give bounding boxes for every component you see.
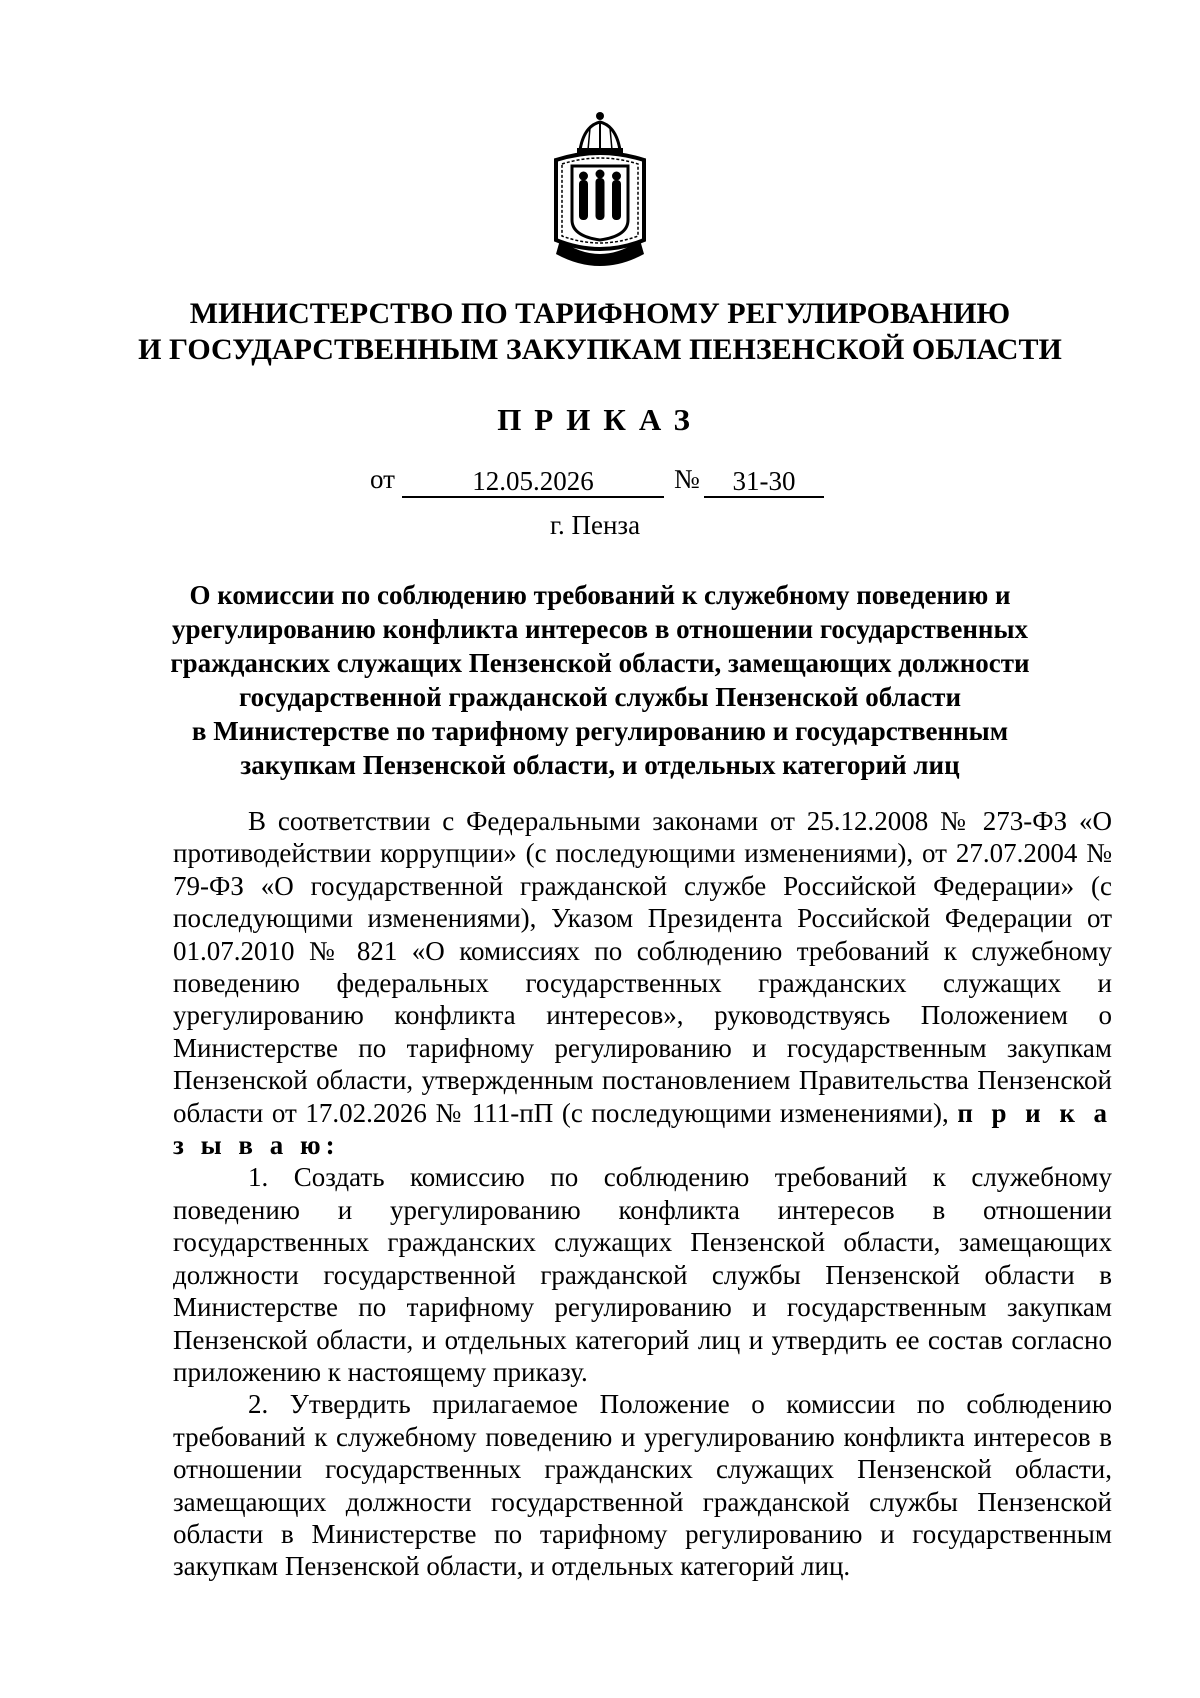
document-type-title: ПРИКАЗ <box>497 402 703 437</box>
subject-line5: в Министерстве по тарифному регулированию и государственным <box>191 716 1009 746</box>
order-number-row <box>0 462 1200 502</box>
preamble-text: В соответствии с Федеральными законами от 25.12.2008 № 273-ФЗ «О противодействии коррупции» (с последующими изменениями), от 27.07.2004 № 79-ФЗ «О государственной гражданской службе Российской Федерации» (с последующими изменениями), Указом Президента Российской Федерации от 01.07.2010 № 821 «О комиссиях по соблюдению требований к служебному поведению федеральных государственных гражданских служащих и урегулированию конфликта интересов», руководствуясь Положением о Министерстве по тарифному регулированию и государственным закупкам Пензенской области, утвержденным постановлением Правительства Пензенской области от 17.02.2026 № 111-пП (с последующими изменениями), <box>173 806 1112 1128</box>
subject-line6: закупкам Пензенской области, и отдельных категорий лиц <box>240 750 960 780</box>
subject-line3: гражданских служащих Пензенской области, замещающих должности <box>170 648 1030 678</box>
subject-line2: урегулированию конфликта интересов в отношении государственных <box>171 614 1029 644</box>
item-1-paragraph: 1. Создать комиссию по соблюдению требований к служебному поведению и урегулированию конфликта интересов в отношении государственных гражданских служащих Пензенской области, замещающих должности государственной гражданской службы Пензенской области в Министерстве по тарифному регулированию и государственным закупкам Пензенской области, и отдельных категорий лиц и утвердить ее состав согласно приложению к настоящему приказу. <box>173 1162 1112 1387</box>
preamble-paragraph <box>173 805 1112 1161</box>
city: г. Пенза <box>549 510 641 540</box>
ministry-name-line1: МИНИСТЕРСТВО ПО ТАРИФНОМУ РЕГУЛИРОВАНИЮ <box>189 297 1011 330</box>
order-date: 12.05.2026 <box>472 466 594 496</box>
number-label: № <box>674 464 700 494</box>
coat-of-arms-emblem-icon <box>546 108 654 268</box>
ministry-name <box>0 296 1200 368</box>
subject-line4: государственной гражданской службы Пензенской области <box>238 682 961 712</box>
document-body <box>173 805 1112 1583</box>
emblem-graphic <box>546 108 654 268</box>
subject-line1: О комиссии по соблюдению требований к служебному поведению и <box>189 580 1011 610</box>
order-subject <box>0 578 1200 782</box>
item-2-paragraph: 2. Утвердить прилагаемое Положение о комиссии по соблюдению требований к служебному поведению и урегулированию конфликта интересов в отношении государственных гражданских служащих Пензенской области, замещающих должности государственной гражданской службы Пензенской области в Министерстве по тарифному регулированию и государственным закупкам Пензенской области, и отдельных категорий лиц. <box>173 1389 1112 1582</box>
order-number: 31-30 <box>732 466 796 496</box>
date-label: от <box>370 464 395 494</box>
ministry-name-line2: И ГОСУДАРСТВЕННЫМ ЗАКУПКАМ ПЕНЗЕНСКОЙ ОБЛАСТИ <box>138 333 1062 366</box>
order-number-field <box>704 466 824 498</box>
order-word: п р и к а з ы в а ю: <box>173 1097 1113 1161</box>
order-date-field <box>402 466 664 498</box>
